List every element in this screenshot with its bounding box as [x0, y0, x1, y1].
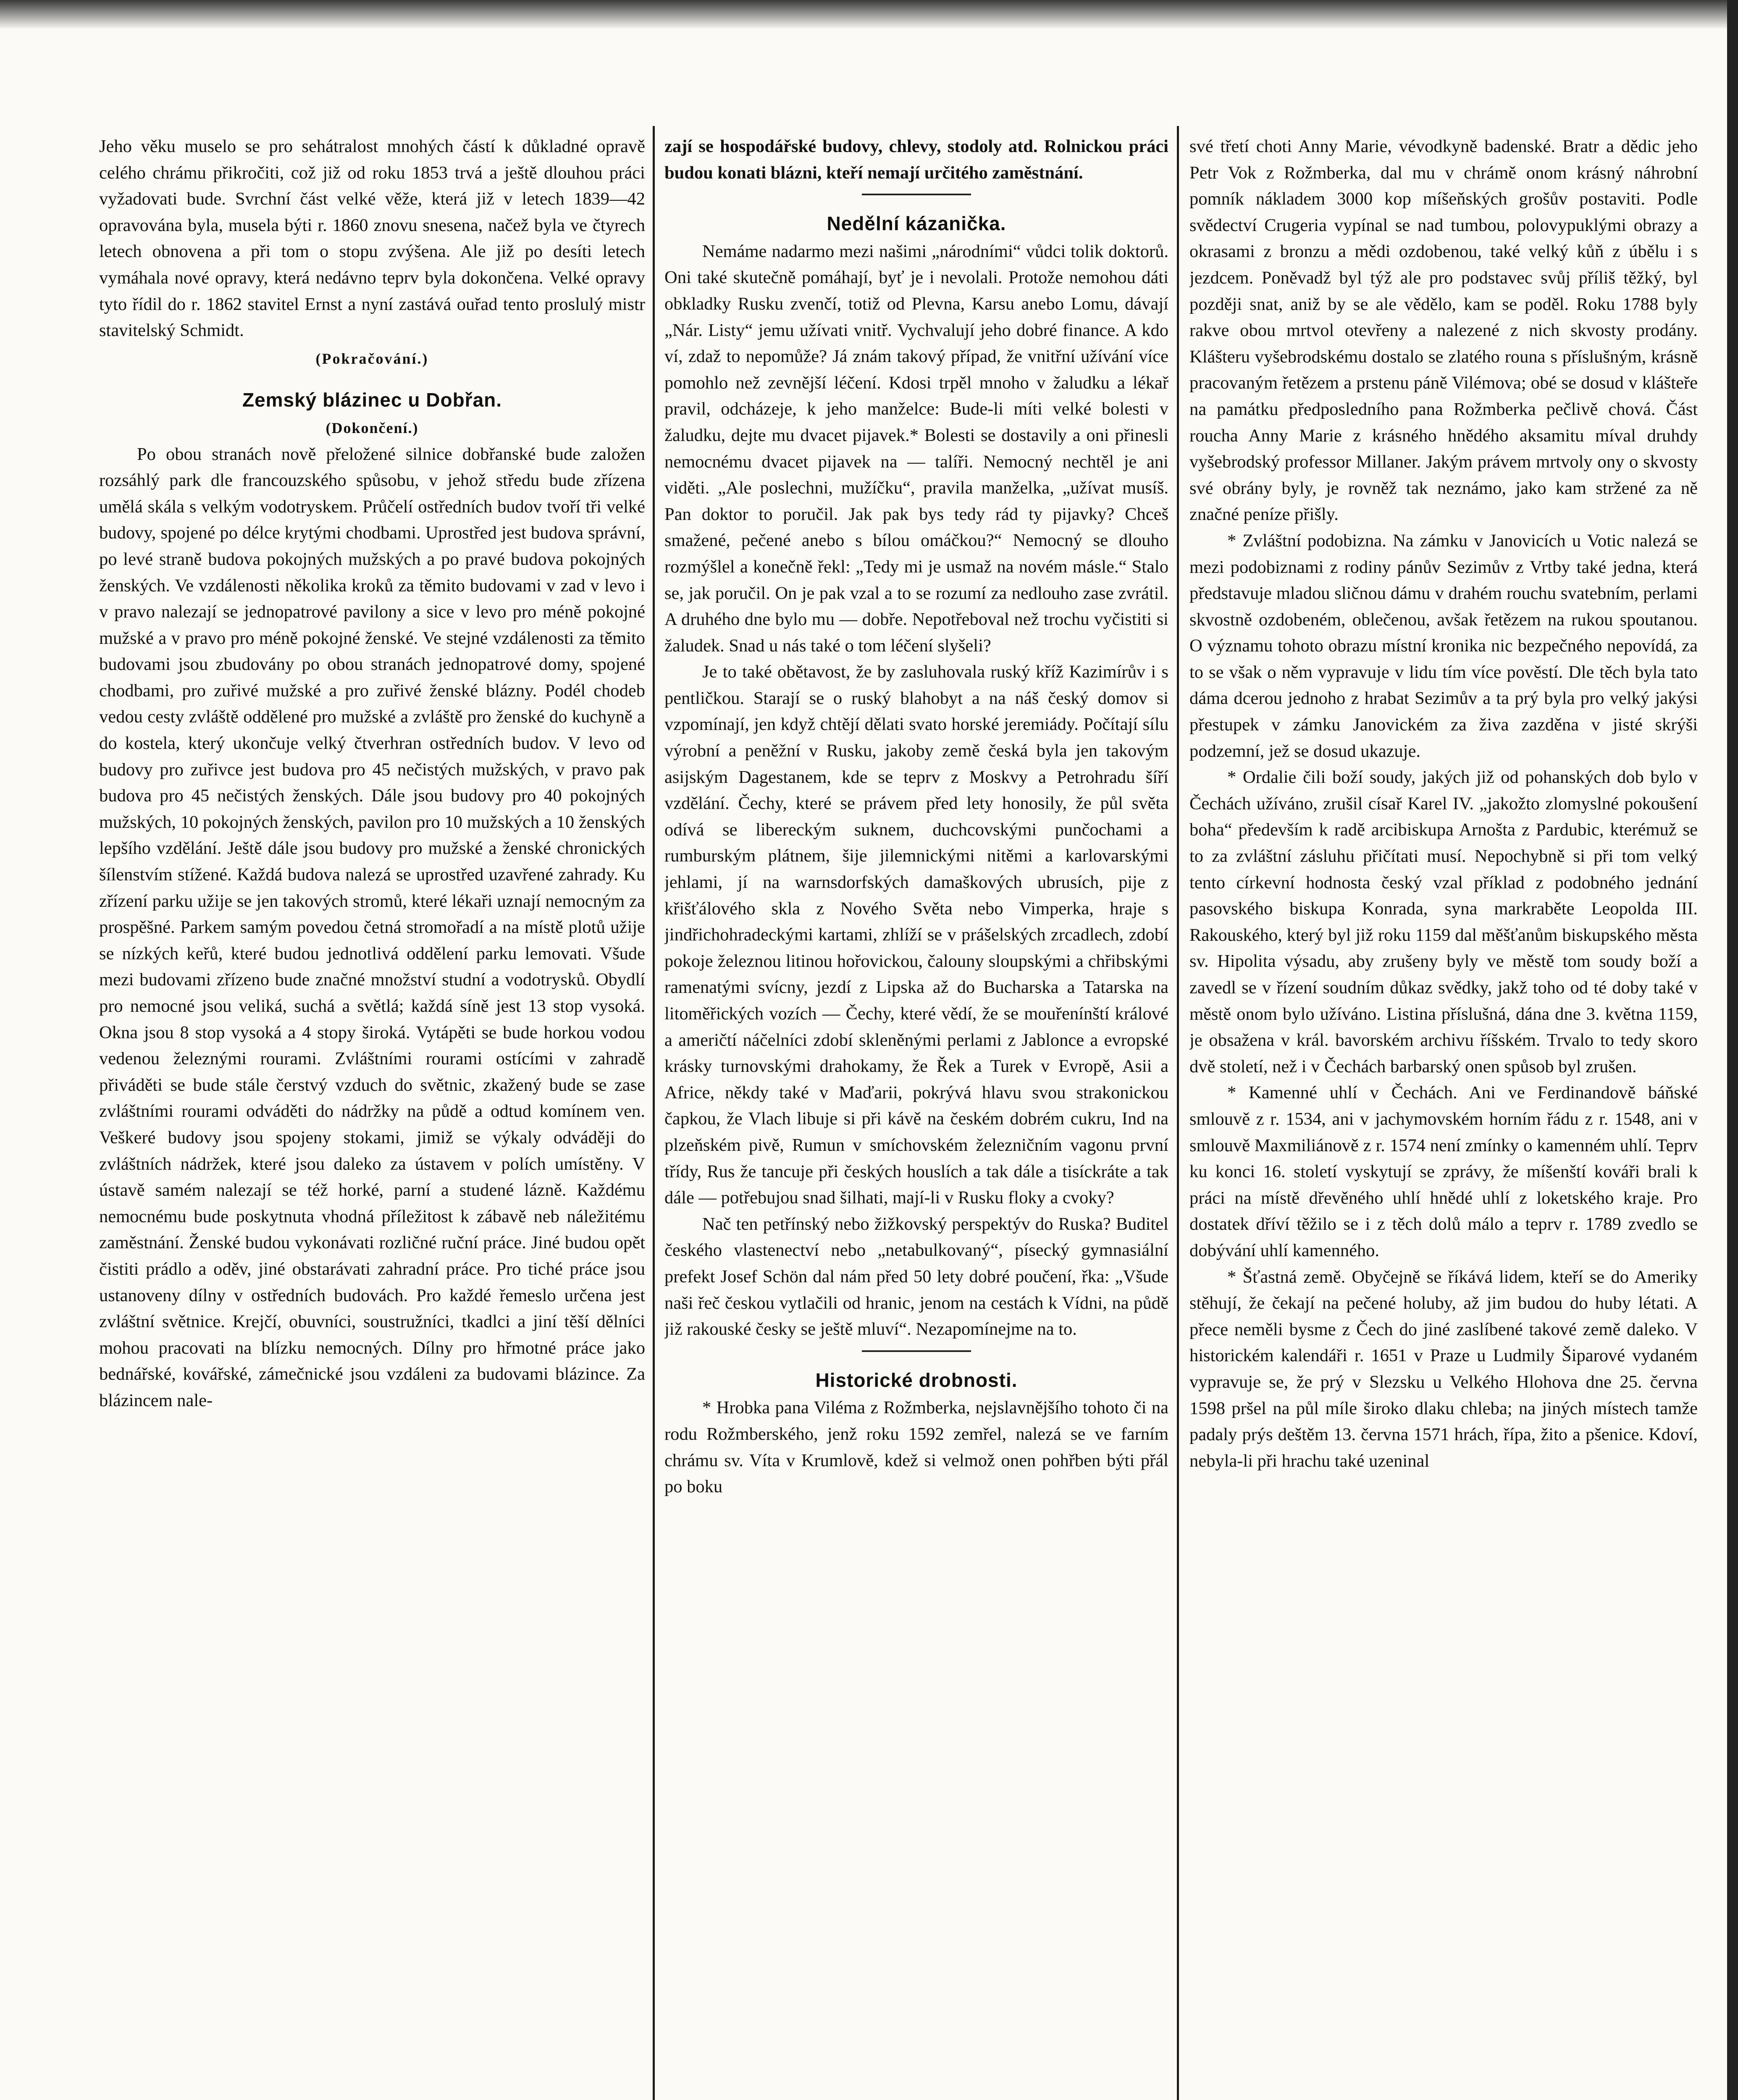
article-title-history: Historické drobnosti.	[815, 1369, 1018, 1391]
history-paragraph-5: * Kamenné uhlí v Čechách. Ani ve Ferdinandově báňské smlouvě z r. 1534, ani v jachymovském horním řádu z r. 1548, ani v smlouvě Maxmiliánově z r. 1574 není zmínky o kamenném uhlí. Teprv ku konci 16. století vyskytují se zprávy, že míšenští kováři brali k práci na místě dřevěného uhlí hnědé uhlí z loketského kraje. Pro dostatek dříví těžilo se i z těch dolů málo a teprv r. 1789 zvedlo se dobývání uhlí kamenného.	[1189, 1083, 1698, 1260]
history-paragraph-4: * Ordalie čili boží soudy, jakých již od pohanských dob bylo v Čechách užíváno, zrušil císař Karel IV. „jakožto zlomyslné pokoušení boha“ především k radě arcibiskupa Arnošta z Pardubic, kterémuž se to za zvláštní zásluhu přičítati musí. Nepochybně si při tom velký tento církevní hodnosta český vzal příklad z podobného jednání pasovského biskupa Konrada, syna markraběte Leopolda III. Rakouského, který byl již roku 1159 dal měšťanům biskupského města sv. Hipolita výsadu, aby zrušeny byly ve městě tom soudy boží a zavedl se v řízení soudním důkaz svědky, jakž toho od té doby také v městě onom bylo užíváno. Listina příslušná, dána dne 3. května 1159, je obsažena v král. bavorském archivu říšském. Trvalo to tedy skoro dvě století, než i v Čechách barbarský onen spůsob byl zrušen.	[1189, 767, 1698, 1076]
sermon-paragraph-1: Nemáme nadarmo mezi našimi „národními“ vůdci tolik doktorů. Oni také skutečně pomáhají, byť je i nevolali. Protože nemohou dáti obkladky Rusku zvenčí, totiž od Plevna, Karsu anebo Lomu, dávají „Nár. Listy“ jemu užívati vnitř. Vychvalují jeho dobré finance. A kdo ví, zdaž to nepomůže? Já znám takový případ, že vnitřní užívání více pomohlo než zevnější léčení. Kdosi trpěl mnoho v žaludku a lékař pravil, odcházeje, k jeho manželce: Bude-li míti velké bolesti v žaludku, dejte mu dvacet pijavek.* Bolesti se dostavily a oni přinesli nemocnému dvacet pijavek na — talíři. Nemocný nechtěl je ani viděti. „Ale poslechni, mužíčku“, pravila manželka, „užívat musíš. Pan doktor to poručil. Jak pak bys tedy rád ty pijavky? Chceš smažené, pečené anebo s bílou omáčkou?“ Nemocný se dlouho rozmýšlel a konečně řekl: „Tedy mi je usmaž na novém másle.“ Stalo se, jak poručil. On je pak vzal a to se rozumí za nedlouho zase zvrátil. A druhého dne bylo mu — dobře. Nepotřeboval než trochu vyčistiti si žaludek. Snad u nás také o tom léčení slyšeli?	[664, 241, 1168, 656]
scan-right-edge	[1727, 0, 1738, 2100]
sermon-paragraph-3: Nač ten petřínský nebo žižkovský perspektýv do Ruska? Buditel českého vlastenectví nebo „netabulkovaný“, písecký gymnasiální prefekt Josef Schön dal nám před 50 lety dobré poučení, řka: „Všude naši řeč českou vytlačili od hranic, jenom na cestách k Vídni, na půdě již rakouské česky se ještě mluví“. Nezapomínejme na to.	[664, 1214, 1168, 1339]
article-note-conclusion: (Dokončení.)	[326, 419, 419, 436]
column2-intro-text: zají se hospodářské budovy, chlevy, stodoly atd. Rolnickou práci budou konati blázni, kteří nemají určitého zaměstnání.	[664, 136, 1168, 183]
column-1	[99, 134, 645, 2100]
article-title-asylum: Zemský blázinec u Dobřan.	[242, 389, 502, 411]
section-divider	[862, 1350, 971, 1352]
continued-note: (Pokračování.)	[315, 350, 429, 367]
article-body-asylum: Po obou stranách nově přeložené silnice dobřanské bude založen rozsáhlý park dle francouzského spůsobu, v jehož středu bude zřízena umělá skála s velkým vodotryskem. Průčelí ostředních budov tvoří tři velké budovy, spojené po délce krytými chodbami. Uprostřed jest budova správní, po levé straně budova pokojných mužských a po pravé budova pokojných ženských. Ve vzdálenosti několika kroků za těmito budovami v zad v levo i v pravo nalezají se jednopatrové pavilony a sice v levo pro méně pokojné mužské a v pravo pro méně pokojné ženské. Ve stejné vzdálenosti za těmito budovami jsou zbudovány po obou stranách jednopatrové domy, spojené chodbami, pro zuřivé mužské a pro zuřivé ženské blázny. Podél chodeb vedou cesty zvláště oddělené pro mužské a zvláště pro ženské do kuchyně a do kostela, který ukončuje velký čtverhran ostředních budov. V levo od budovy pro zuřivce jest budova pro 45 nečistých mužských, v pravo pak budova pro 45 nečistých ženských. Dále jsou budovy pro 40 pokojných mužských, 10 pokojných ženských, pavilon pro 10 mužských a 10 ženských lepšího vzdělání. Ještě dále jsou budovy pro mužské a ženské chronických šílenstvím stížené. Každá budova nalezá se uprostřed uzavřené zahrady. Ku zřízení parku užije se jen takových stromů, které lékaři uznají nemocným za prospěšné. Parkem samým povedou četná stromořadí a na místě plotů užije se nízkých keřů, které budou jednotlivá oddělení parku lemovati. Všude mezi budovami zřízeno bude značné množství studní a vodotrysků. Obydlí pro nemocné jsou veliká, suchá a světlá; každá síně jest 13 stop vysoká. Okna jsou 8 stop vysoká a 4 stopy široká. Vytápěti se bude horkou vodou vedenou železnými rourami. Zvláštními rourami ostícími v zahradě přiváděti se bude stále čerstvý vzduch do světnic, zkažený bude se zase zvláštními rourami odváděti do nádržky na půdě a odtud komínem ven. Veškeré budovy jsou spojeny stokami, jimiž se výkaly odváději do zvláštních nádržek, které jsou daleko za ústavem v polích umístěny. V ústavě samém nalezají se též horké, parní a studené lázně. Každému nemocnému bude poskytnuta vhodná příležitost k zábavě neb náležitému zaměstnání. Ženské budou vykonávati rozličné ruční práce. Jiné budou opět čistiti prádlo a oděv, jiné obstarávati zahradní práce. Pro tiché práce jsou ustanoveny dílny v ostředních budovách. Pro každé řemeslo určena jest zvláštní světnice. Krejčí, obuvníci, soustružníci, tkadlci a jiní těší dělníci mohou pracovati na blízku nemocných. Dílny pro hřmotné práce jako bednářské, kovářské, zámečnické jsou vzdáleni za budovami blázince. Za blázincem nale-	[99, 444, 645, 1410]
column-rule-right	[1177, 126, 1179, 2100]
section-divider	[862, 194, 971, 195]
history-paragraph-3: * Zvláštní podobizna. Na zámku v Janovicích u Votic nalezá se mezi podobiznami z rodiny pánův Sezimův z Vrtby také jedna, která představuje mladou sličnou dámu v drahém rouchu svatebním, perlami skvostně ozdobeném, oblečenou, avšak řetězem na rukou spoutanou. O významu tohoto obrazu místní kronika nic bezpečného nepovídá, za to se však o něm vypravuje v lidu tím více pověstí. Dle těch byla tato dáma dcerou jednoho z hrabat Sezimův a ta prý byla pro velký jakýsi přestupek v zámku Janovickém za živa zazděna v jisté skrýši podzemní, jež se dosud ukazuje.	[1189, 530, 1698, 761]
column-3	[1189, 134, 1698, 2100]
column-rule-left	[653, 126, 655, 2100]
column1-intro-text: Jeho věku muselo se pro sehátralost mnohých částí k důkladné opravě celého chrámu přikročiti, což již od roku 1853 trvá a ještě dlouhou práci vyžadovati bude. Svrchní část velké věže, která již v letech 1839—42 opravována byla, musela býti r. 1860 znovu snesena, načež byla ve čtyrech letech obnovena a při tom o stopu zvýšena. Ale již po desíti letech vymáhala nové opravy, která nedávno teprv byla dokončena. Velké opravy tyto řídil do r. 1862 stavitel Ernst a nyní zastává ouřad tento proslulý mistr stavitelský Schmidt.	[99, 136, 645, 341]
article-title-sermon: Nedělní kázanička.	[827, 213, 1006, 235]
history-paragraph-1: * Hrobka pana Viléma z Rožmberka, nejslavnějšího tohoto či na rodu Rožmberského, jenž roku 1592 zemřel, nalezá se ve farním chrámu sv. Víta v Krumlově, kdež si velmož onen pohřben býti přál po boku	[664, 1398, 1168, 1497]
history-paragraph-6: * Šťastná země. Obyčejně se říkává lidem, kteří se do Ameriky stěhují, že čekají na pečené holuby, až jim budou do huby létati. A přece neměli bysme z Čech do jiné zaslíbené takové země daleko. V historickém kalendáři r. 1651 v Praze u Ludmily Šiparové vydaném vypravuje se, že prý v Slezsku u Velkého Hlohova dne 25. června 1598 pršel na půl míle široko dlaku chleba; na jiných místech tamže padaly prýs deštěm 13. června 1571 hrách, řípa, žito a pšenice. Kdoví, nebyla-li při hrachu také uzeninal	[1189, 1267, 1698, 1471]
column-2	[664, 134, 1168, 2100]
sermon-paragraph-2: Je to také obětavost, že by zasluhovala ruský kříž Kazimírův i s pentličkou. Starají se o ruský blahobyt a na náš český domov si vzpomínají, jen když chtějí dělati svato horské jeremiády. Počítají sílu výrobní a peněžní v Rusku, jakoby země česká byla jen takovým asijským Dagestanem, kde se teprv z Moskvy a Petrohradu šíří vzdělání. Čechy, které se právem před lety honosily, že půl světa odívá se libereckým suknem, duchcovskými punčochami a rumburským plátnem, šije jilemnickými nitěmi a karlovarskými jehlami, jí na warnsdorfských damaškových ubrusích, pije z křišťálového skla z Nového Světa nebo Vimperka, hraje s jindřichohradeckými kartami, zhlíží se v prášelských zrcadlech, zdobí pokoje železnou litinou hořovickou, čalouny sloupskými a chřibskými ramenatými svícny, jezdí z Lipska až do Bucharska a Tatarska na litoměřických vozích — Čechy, které vědí, že se mouřenínští králové a američtí náčelníci zdobí skleněnými perlami z Jablonce a evropské krásky turnovskými drahokamy, že Řek a Turek v Evropě, Asii a Africe, někdy také v Maďarii, pokrývá hlavu svou strakonickou čapkou, že Vlach libuje si při kávě na českém dobrém cukru, Ind na plzeňském pivě, Rumun v smíchovském železničním vagonu první třídy, Rus že tancuje při českých houslích a tak dále a tisíckráte a tak dále — potřebujou snad šilhati, mají-li v Rusku floky a cvoky?	[664, 662, 1168, 1208]
history-paragraph-2: své třetí choti Anny Marie, vévodkyně badenské. Bratr a dědic jeho Petr Vok z Rožmberka, dal mu v chrámě onom krásný náhrobní pomník nákladem 3000 kop míšeňských grošův postaviti. Podle svědectví Crugeria vypínal se nad tumbou, polovypuklými obrazy a okrasami z bronzu a mědi ozdobenou, také velký kůň z úbělu i s jezdcem. Poněvadž byl týž ale pro podstavec svůj příliš těžký, byl později snat, aniž by se ale vědělo, kam se poděl. Roku 1788 byly rakve obou mrtvol otevřeny a nalezené z nich skvosty prodány. Klášteru vyšebrodskému dostalo se zlatého rouna s příslušným, krásně pracovaným řetězem a prstenu páně Vilémova; obé se dosud v klášteře na památku předposledního pana Rožmberka pečlivě chová. Část roucha Anny Marie z krásného hnědého aksamitu míval druhdy vyšebrodský professor Millaner. Jakým právem mrtvoly ony o skvosty své obrány byly, je rovněž tak neznámo, jako kam stržené za ně značné peníze přišly.	[1189, 136, 1698, 525]
scan-top-shadow	[0, 0, 1738, 29]
